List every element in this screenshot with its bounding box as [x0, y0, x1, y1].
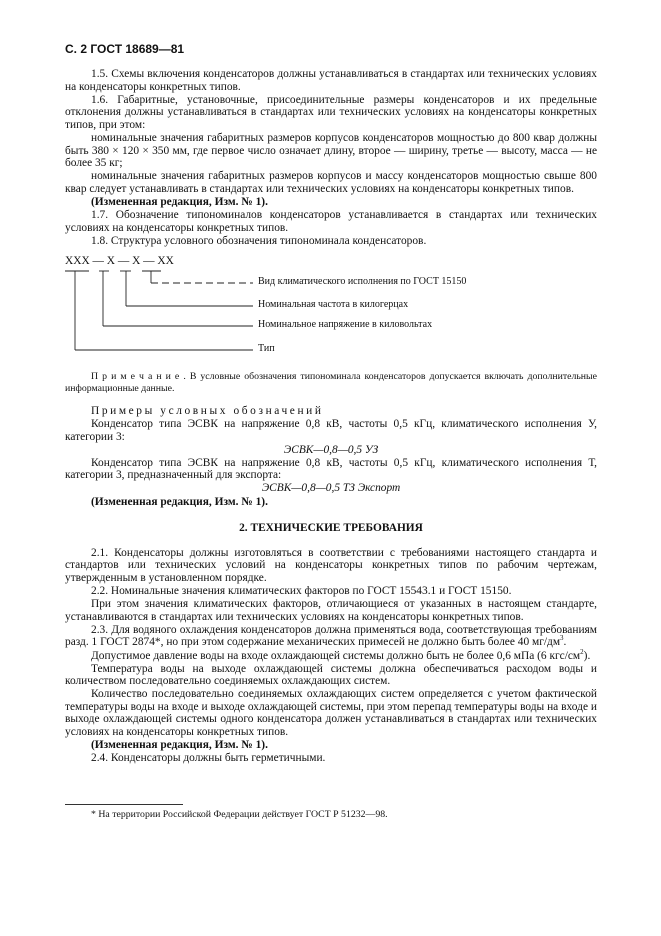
designation-structure-diagram [65, 255, 597, 365]
paragraph-1-6: 1.6. Габаритные, установочные, присоединительные размеры конденсаторов и их предельные отклонения должны устанавливаться в стандартах или технических условиях на конденсаторы конкретных типов, при этом: [65, 93, 597, 131]
page-header: С. 2 ГОСТ 18689—81 [65, 42, 185, 56]
paragraph-2-3-pressure-text: Допустимое давление воды на входе охлаждающей системы должно быть не более 0,6 мПа (6 кгс/см [91, 649, 581, 662]
paragraph-2-3 [65, 624, 597, 649]
paragraph-2-3-pressure [65, 647, 597, 663]
paragraph-2-3-text: 2.3. Для водяного охлаждения конденсаторов должна применяться вода, соответствующая требованиям разд. 1 ГОСТ 2874*, но при этом содержание механических примесей не должно быть более 40 мг/дм [65, 623, 597, 649]
examples-title: Примеры условных обозначений [91, 404, 324, 417]
amendment-note-1: (Измененная редакция, Изм. № 1). [91, 195, 268, 208]
document-body [65, 68, 597, 765]
example-1-text: Конденсатор типа ЭСВК на напряжение 0,8 кВ, частоты 0,5 кГц, климатического исполнения У, категории 3: [65, 418, 597, 443]
paragraph-2-3-temperature: Температура воды на выходе охлаждающей системы должна обеспечиваться расходом воды и количеством последовательно соединяемых охлаждающих систем. [65, 662, 597, 688]
paragraph-2-1: 2.1. Конденсаторы должны изготовляться в соответствии с требованиями настоящего стандарта и стандартов или технических условий на конденсаторы конкретных типов по рабочим чертежам, утвержденным в установленном порядке. [65, 546, 597, 584]
amendment-note-2: (Измененная редакция, Изм. № 1). [91, 495, 268, 508]
note-text: В условные обозначения типономинала конденсаторов допускается включать дополнительные информационные данные. [65, 371, 597, 395]
designation-code: ХХХ — Х — Х — ХХ [65, 255, 174, 268]
superscript-2: 2 [580, 647, 584, 656]
superscript-3: 3 [560, 634, 564, 643]
footnote: * На территории Российской Федерации действует ГОСТ Р 51232—98. [91, 809, 388, 820]
paragraph-1-5: 1.5. Схемы включения конденсаторов должны устанавливаться в стандартах или технических условиях на конденсаторы конкретных типов. [65, 68, 597, 93]
amendment-note-3: (Измененная редакция, Изм. № 1). [91, 739, 268, 752]
label-frequency: Номинальная частота в килогерцах [258, 299, 409, 311]
paragraph-1-8: 1.8. Структура условного обозначения типономинала конденсаторов. [91, 234, 427, 247]
paragraph-2-4: 2.4. Конденсаторы должны быть герметичными. [91, 752, 326, 765]
paragraph-2-2-climate: При этом значения климатических факторов, отличающиеся от указанных в настоящем стандарте, устанавливаются в стандартах или технических условиях на конденсаторы конкретных типов. [65, 598, 597, 623]
label-climate: Вид климатического исполнения по ГОСТ 15150 [258, 276, 467, 288]
paragraph-1-6-large: номинальные значения габаритных размеров корпусов и массу конденсаторов мощностью свыше 800 квар следует устанавливать в стандартах или технических условиях на конденсаторы конкретных типов. [65, 170, 597, 195]
note-title: П р и м е ч а н и е . [91, 371, 186, 383]
paragraph-2-3-end: . [563, 636, 567, 649]
note [65, 371, 597, 395]
paragraph-2-3-systems: Количество последовательно соединяемых охлаждающих систем определяется с учетом фактической температуры воды на входе и выходе охлаждающей системы, при этом перепад температуры воды на входе и выходе охлаждающей системы одного конденсатора должен устанавливаться в стандартах или технических условиях на конденсаторы конкретных типов. [65, 688, 597, 739]
paragraph-2-2: 2.2. Номинальные значения климатических факторов по ГОСТ 15543.1 и ГОСТ 15150. [91, 585, 512, 598]
footnote-divider [65, 804, 183, 805]
paragraph-1-6-dimensions: номинальные значения габаритных размеров корпусов конденсаторов мощностью до 800 квар должны быть 380 × 120 × 350 мм, где первое число означает длину, второе — ширину, третье — высоту, масса — не более 35 кг; [65, 131, 597, 170]
label-voltage: Номинальное напряжение в киловольтах [258, 319, 433, 331]
section-2-heading: 2. ТЕХНИЧЕСКИЕ ТРЕБОВАНИЯ [239, 522, 423, 535]
paragraph-1-7: 1.7. Обозначение типономиналов конденсаторов устанавливается в стандартах или технических условиях на конденсаторы конкретных типов. [65, 209, 597, 234]
example-2-code: ЭСВК—0,8—0,5 ТЗ Экспорт [261, 482, 401, 495]
label-type: Тип [258, 343, 275, 355]
example-2-text: Конденсатор типа ЭСВК на напряжение 0,8 кВ, частоты 0,5 кГц, климатического исполнения Т, категории 3, предназначенный для экспорта: [65, 456, 597, 482]
paragraph-2-3-pressure-end: ). [583, 649, 591, 662]
example-1-code: ЭСВК—0,8—0,5 УЗ [283, 443, 379, 456]
